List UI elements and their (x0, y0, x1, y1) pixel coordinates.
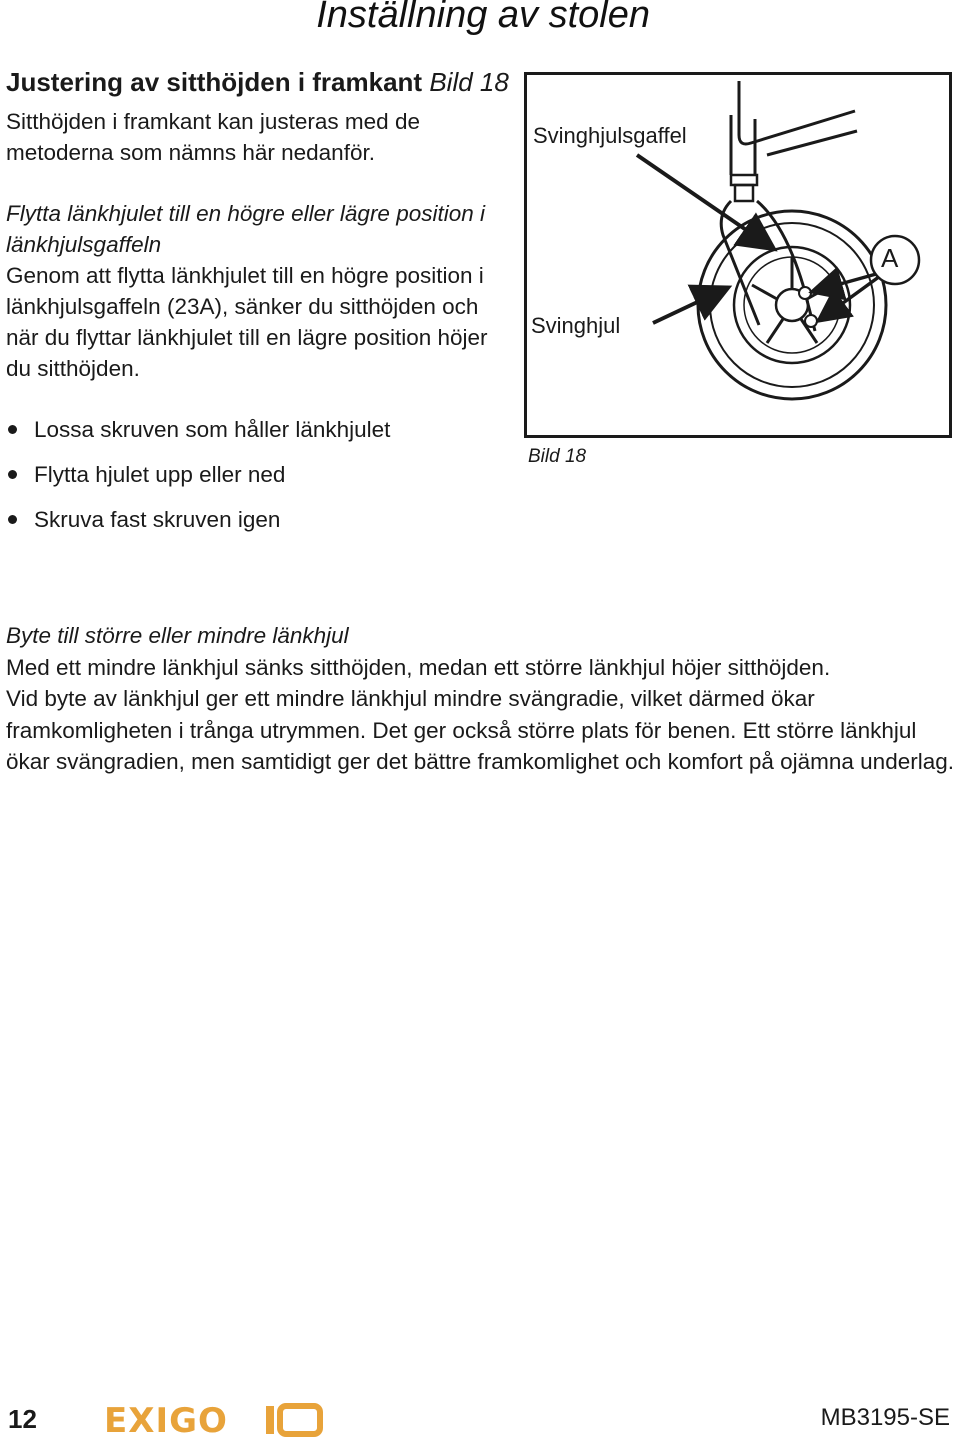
section2-heading: Byte till större eller mindre länkhjul (6, 623, 349, 648)
list-item-text: Flytta hjulet upp eller ned (34, 462, 286, 487)
section-heading-text: Justering av sitthöjden i framkant (6, 67, 423, 97)
exigo-logo (104, 1400, 324, 1445)
instruction-list (6, 414, 516, 549)
section-heading-ref: Bild 18 (429, 67, 509, 97)
list-item-text: Lossa skruven som håller länkhjulet (34, 417, 391, 442)
section-adjust-seat-height (6, 66, 516, 549)
list-item-text: Skruva fast skruven igen (34, 507, 281, 532)
bullet-icon (8, 515, 17, 524)
list-item (6, 414, 516, 459)
wheel-label: Svinghjul (531, 313, 621, 338)
bullet-icon (8, 470, 17, 479)
fork-label: Svinghjulsgaffel (533, 123, 687, 148)
sub-heading: Flytta länkhjulet till en högre eller lägre position i länkhjulsgaffeln (6, 201, 486, 257)
page-number: 12 (8, 1404, 37, 1434)
section-heading (6, 66, 516, 98)
label-a: A (881, 243, 899, 273)
brand-logo-icon (104, 1400, 324, 1440)
list-item (6, 504, 516, 549)
list-item (6, 459, 516, 504)
sub-body: Genom att flytta länkhjulet till en högre position i länkhjulsgaffeln (23A), sänker du sitthöjden och när du flyttar länkhjulet till en lägre position höjer du sitthöjden. (6, 263, 488, 381)
bullet-icon (8, 425, 17, 434)
document-code: MB3195-SE (820, 1404, 950, 1431)
section-intro: Sitthöjden i framkant kan justeras med de metoderna som nämns här nedanför. (6, 109, 420, 165)
section-change-wheel (6, 620, 956, 778)
section2-para2: Vid byte av länkhjul ger ett mindre länkhjul mindre svängradie, vilket därmed ökar framkomligheten i trånga utrymmen. Det ger också större plats för benen. Ett större länkhjul ökar svängradien, men samtidigt ger det bättre framkomlighet och komfort på ojämna underlag. (6, 686, 954, 774)
section2-para1: Med ett mindre länkhjul sänks sitthöjden, medan ett större länkhjul höjer sitthöjden. (6, 654, 831, 680)
figure-caption: Bild 18 (528, 446, 587, 467)
svg-text:EXIGO: EXIGO (104, 1401, 228, 1440)
figure-caster-wheel (524, 72, 952, 438)
page-title: Inställning av stolen (316, 0, 650, 36)
